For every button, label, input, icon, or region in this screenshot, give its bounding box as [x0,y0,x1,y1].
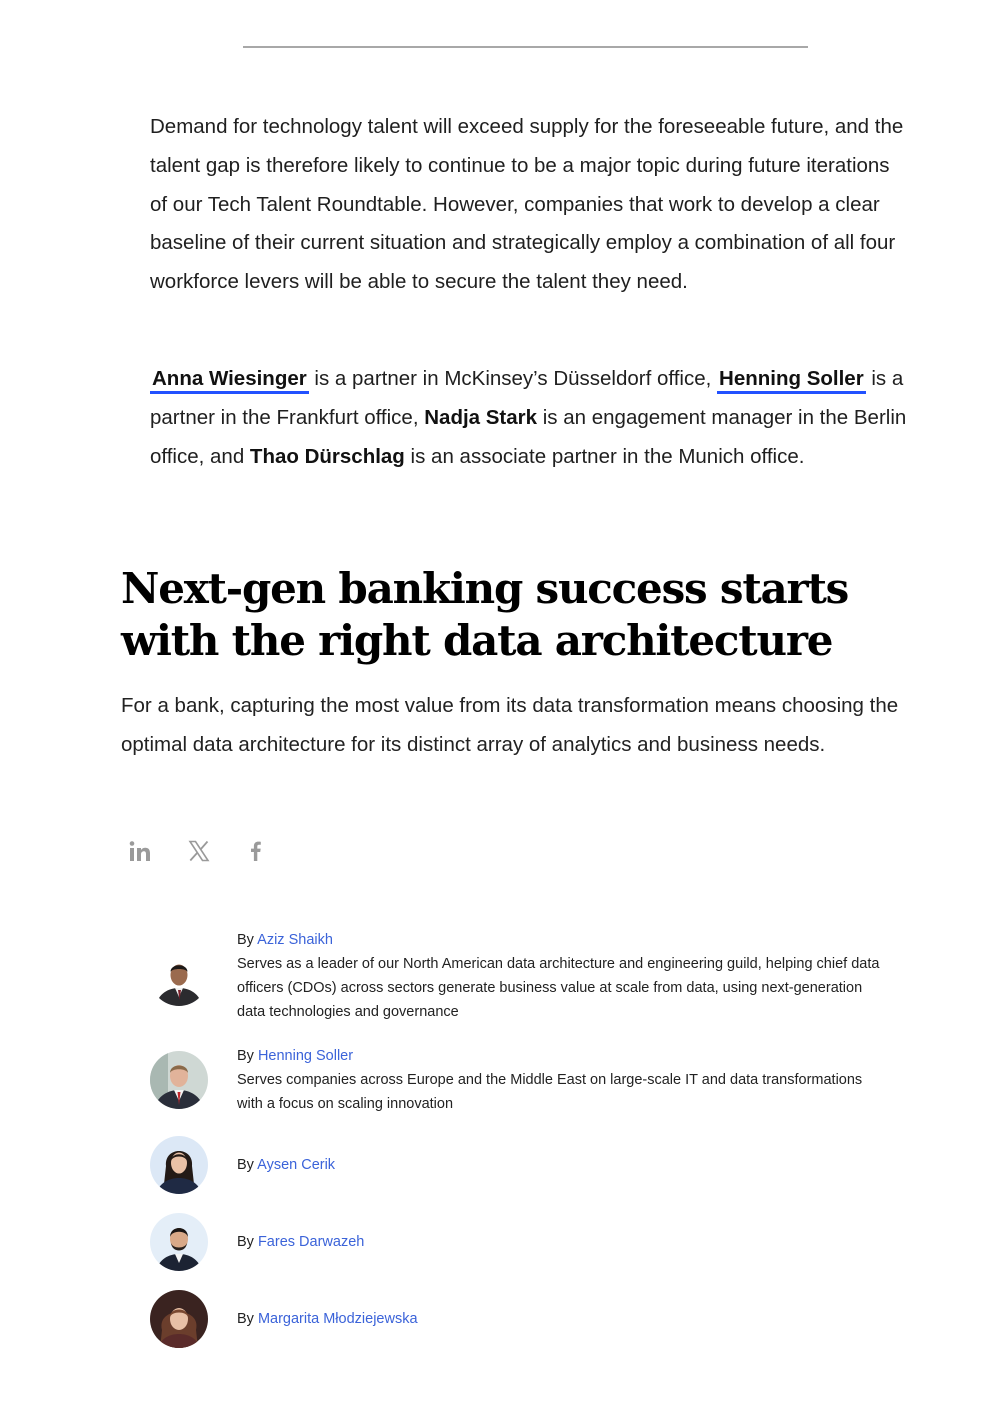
avatar [150,1290,208,1348]
byline [237,1044,353,1068]
linkedin-share-button[interactable] [122,834,158,868]
author-link-anna-wiesinger[interactable]: Anna Wiesinger [150,367,309,394]
x-share-button[interactable] [181,834,217,868]
byline [237,1307,418,1331]
authors-note-text: is a partner in McKinsey’s Düsseldorf office, [308,367,718,390]
avatar [150,1136,208,1194]
section-divider [243,46,808,48]
authors-note [150,360,910,476]
authors-note-text: is an engagement manager in the Berlin office, and [150,405,907,468]
by-label: By [237,1234,254,1250]
avatar [150,1213,208,1271]
byline [237,928,333,952]
author-bio: Serves as a leader of our North American data architecture and engineering guild, helping chief data officers (CDOs) across sectors generate business value at scale from data, using next-generation data technologies and governance [237,956,880,1020]
authors-note-text: is a partner in the Frankfurt office, [150,367,904,429]
facebook-icon [245,840,267,862]
closing-paragraph: Demand for technology talent will exceed supply for the foreseeable future, and the talent gap is therefore likely to continue to be a major topic during future iterations of our Tech Talent Roundtable. However, companies that work to develop a clear baseline of their current situation and strategically employ a combination of all four workforce levers will be able to secure the talent they need. [150,115,904,294]
author-link-aziz-shaikh[interactable]: Aziz Shaikh [257,932,333,948]
byline [237,1153,335,1177]
author-link-henning-soller[interactable]: Henning Soller [717,367,866,394]
author-link-henning-soller[interactable]: Henning Soller [257,1048,354,1064]
byline [237,1230,364,1254]
related-article-headline[interactable]: Next-gen banking success starts with the right data architecture [121,564,849,665]
author-name-thao-durschlag: Thao Dürschlag [249,444,405,468]
by-label: By [237,1157,254,1173]
avatar [150,948,208,1006]
author-bio: Serves companies across Europe and the Middle East on large-scale IT and data transformations with a focus on scaling innovation [237,1072,863,1112]
author-link-fares-darwazeh[interactable]: Fares Darwazeh [257,1234,365,1250]
facebook-share-button[interactable] [238,834,274,868]
by-label: By [237,1048,254,1064]
author-name-nadja-stark: Nadja Stark [424,405,538,429]
linkedin-icon [129,840,151,862]
avatar [150,1051,208,1109]
x-icon [188,840,210,862]
related-article-summary: For a bank, capturing the most value from its data transformation means choosing the optimal data architecture for its distinct array of analytics and business needs. [121,694,899,756]
author-link-margarita-mlodziejewska[interactable]: Margarita Młodziejewska [257,1311,418,1327]
by-label: By [237,932,254,948]
author-link-aysen-cerik[interactable]: Aysen Cerik [257,1157,336,1173]
by-label: By [237,1311,254,1327]
authors-note-text: is an associate partner in the Munich office. [404,444,805,468]
